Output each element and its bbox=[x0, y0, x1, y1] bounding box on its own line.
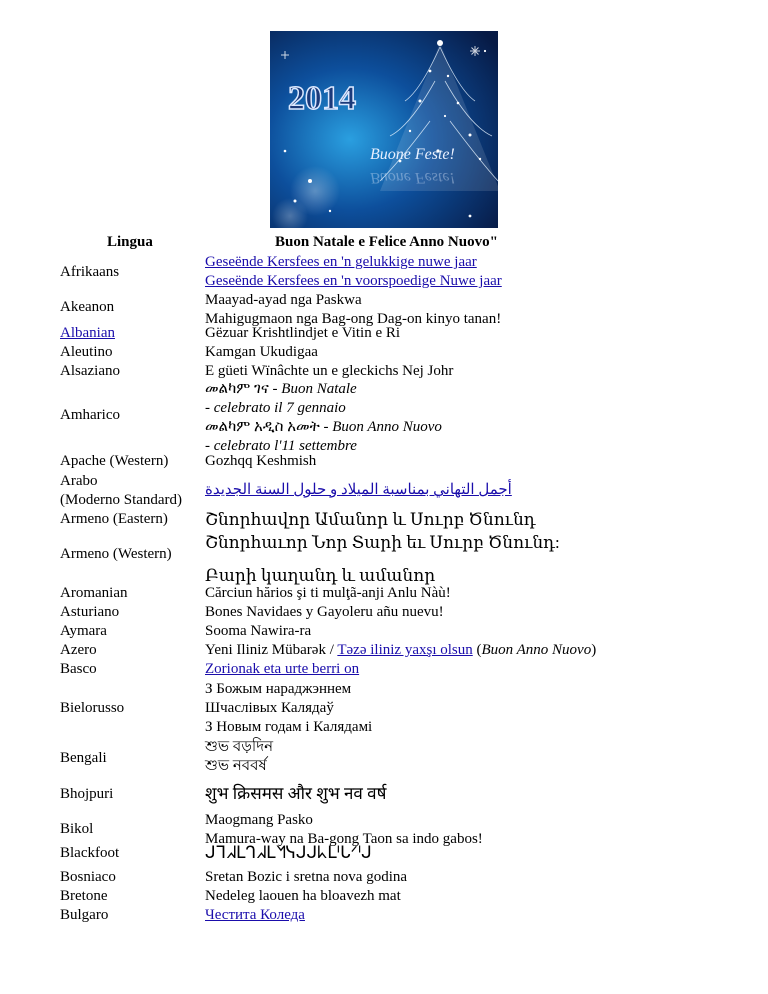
christmas-tree-illustration bbox=[270, 31, 498, 228]
greeting-link[interactable]: أجمل التهاني بمناسبة الميلاد و حلول السنة الجديدة bbox=[205, 482, 512, 498]
greeting-line: З Божым нараджэннем bbox=[205, 681, 352, 697]
language-name: Aleutino bbox=[60, 344, 113, 360]
greeting-line: Maogmang Pasko bbox=[205, 812, 313, 828]
language-name-line: Arabo bbox=[60, 473, 98, 489]
language-name: Alsaziano bbox=[60, 363, 120, 379]
greeting-text bbox=[205, 253, 502, 291]
language-name: Bengali bbox=[60, 750, 107, 766]
greeting-line: Nedeleg laouen ha bloavezh mat bbox=[205, 888, 401, 904]
greeting-line: Բարի կաղանդ և ամանոր bbox=[205, 566, 436, 585]
greeting-line: Gozhqq Keshmish bbox=[205, 453, 317, 469]
language-name: Akeanon bbox=[60, 299, 115, 315]
translation-note: - Buon Anno Nuovo bbox=[319, 419, 442, 435]
language-name: Asturiano bbox=[60, 604, 120, 620]
language-name: Apache (Western) bbox=[60, 453, 169, 469]
amharic-new-year: መልካም አዲስ አመት bbox=[205, 419, 320, 435]
card-year: 2014 bbox=[288, 80, 356, 117]
greeting-line bbox=[205, 660, 359, 679]
greeting-text bbox=[205, 738, 273, 776]
greeting-link[interactable]: Честита Коледа bbox=[205, 907, 305, 923]
greeting-line: Шчаслівых Калядаў bbox=[205, 700, 334, 716]
greeting-line: ᒍᒣᖽᒪᒉᖽᒪᖿᓭᒍᒍᖾᒪᑊᒐᐟᑊᒍ bbox=[205, 843, 372, 862]
greeting-text bbox=[205, 680, 372, 737]
greeting-line: शुभ क्रिसमस और शुभ नव वर्ष bbox=[205, 784, 387, 803]
albanian-link[interactable]: Albanian bbox=[60, 325, 115, 341]
language-name: Blackfoot bbox=[60, 845, 120, 861]
greeting-line: Շնորհավոր Ամանոր և Սուրբ Ծնունդ bbox=[205, 510, 536, 529]
greeting-link[interactable]: Geseënde Kersfees en 'n voorspoedige Nuwe jaar bbox=[205, 273, 502, 289]
greeting-line: Sooma Nawira-ra bbox=[205, 623, 312, 639]
language-name: Bulgaro bbox=[60, 907, 109, 923]
language-name: Armeno (Western) bbox=[60, 546, 172, 562]
amharic-christmas: መልካም ገና bbox=[205, 381, 269, 397]
greeting-link[interactable]: Təzə iliniz yaxşı olsun bbox=[337, 642, 473, 658]
greeting-line: Mahigugmaon nga Bag-ong Dag-on kinyo tanan! bbox=[205, 311, 502, 327]
translation-note: - celebrato l'11 settembre bbox=[205, 438, 357, 454]
greeting-line: З Новым годам і Калядамі bbox=[205, 719, 373, 735]
greeting-line bbox=[205, 641, 596, 660]
language-name: Afrikaans bbox=[60, 264, 120, 280]
language-name: Amharico bbox=[60, 407, 120, 423]
language-name: Bhojpuri bbox=[60, 786, 114, 802]
column-header-language: Lingua bbox=[107, 234, 153, 250]
language-name: Bretone bbox=[60, 888, 108, 904]
column-header-greeting: Buon Natale e Felice Anno Nuovo" bbox=[275, 234, 498, 250]
greeting-line bbox=[205, 481, 512, 500]
greeting-line: Cărciun hărios şi ti mulţã-anji Anlu Nàù! bbox=[205, 585, 451, 601]
greeting-line: Bones Navidaes y Gayoleru añu nuevu! bbox=[205, 604, 444, 620]
greeting-part: Yeni Iliniz Mübarək / bbox=[205, 642, 338, 658]
translation-note: Buon Anno Nuovo bbox=[481, 642, 592, 658]
greeting-line: Mamura-way na Ba-gong Taon sa indo gabos! bbox=[205, 831, 483, 847]
language-name: Aromanian bbox=[60, 585, 128, 601]
svg-text:Buone Feste!: Buone Feste! bbox=[370, 169, 455, 186]
language-name: Basco bbox=[60, 661, 97, 677]
language-name: Bikol bbox=[60, 821, 94, 837]
greeting-part: ( bbox=[472, 642, 482, 658]
language-link bbox=[60, 324, 200, 343]
greeting-line bbox=[205, 906, 305, 925]
language-name: Bosniaco bbox=[60, 869, 116, 885]
card-greeting: Buone Feste! bbox=[370, 146, 455, 163]
greeting-line: Kamgan Ukudigaa bbox=[205, 344, 318, 360]
language-name: Aymara bbox=[60, 623, 107, 639]
greeting-line: শুভ বড়দিন bbox=[205, 739, 274, 755]
greeting-line: Maayad-ayad nga Paskwa bbox=[205, 292, 362, 308]
language-name bbox=[60, 472, 200, 510]
greeting-line: E güeti Wïnâchte un e gleckichs Nej Johr bbox=[205, 363, 454, 379]
greeting-text bbox=[205, 533, 560, 585]
greeting-link[interactable]: Zorionak eta urte berri on bbox=[205, 661, 360, 677]
language-name: Bielorusso bbox=[60, 700, 125, 716]
language-name-line: (Moderno Standard) bbox=[60, 492, 183, 508]
language-name: Azero bbox=[60, 642, 97, 658]
greeting-line: Շնորհաւոր Նոր Տարի եւ Սուրբ Ծնունդ: bbox=[205, 533, 560, 552]
translation-note: - Buon Natale bbox=[268, 381, 357, 397]
christmas-card-image bbox=[270, 31, 498, 228]
language-name: Armeno (Eastern) bbox=[60, 511, 168, 527]
greeting-text bbox=[205, 380, 442, 456]
greeting-line: Sretan Bozic i sretna nova godina bbox=[205, 869, 408, 885]
greeting-part: ) bbox=[591, 642, 597, 658]
translation-note: - celebrato il 7 gennaio bbox=[205, 400, 346, 416]
greeting-line: Gëzuar Krishtlindjet e Vitin e Ri bbox=[205, 325, 401, 341]
greeting-line: শুভ নববর্ষ bbox=[205, 758, 267, 774]
greeting-link[interactable]: Geseënde Kersfees en 'n gelukkige nuwe jaar bbox=[205, 254, 477, 270]
